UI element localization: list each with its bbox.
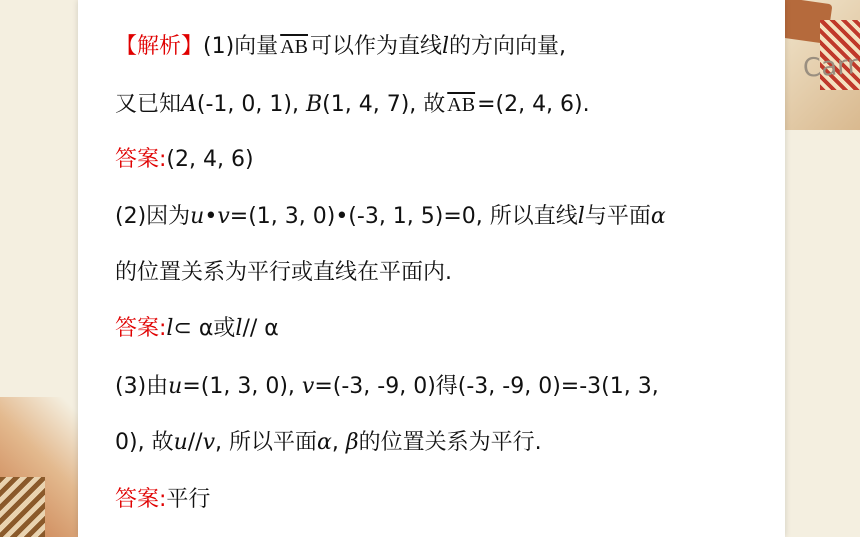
- vector-v: v: [202, 430, 216, 455]
- vector-v: v: [217, 204, 230, 229]
- plane-beta: β: [345, 430, 359, 455]
- decorative-patch-striped: [0, 477, 45, 537]
- solution-line-6: [115, 429, 542, 457]
- variable-l: l: [577, 204, 585, 229]
- text: 的方向向量,: [449, 34, 567, 59]
- text: 的位置关系为平行或直线在平面内.: [115, 260, 452, 285]
- vector-ab: $\overline{AB}$: [280, 36, 308, 58]
- text: ⊂ α或: [173, 316, 236, 341]
- solution-line-1: [115, 33, 566, 61]
- variable-l: l: [235, 316, 243, 341]
- text: =(1, 3, 0)•(-3, 1, 5)=0, 所以直线: [229, 204, 578, 229]
- variable-l: l: [166, 316, 174, 341]
- answer-value: (2, 4, 6): [166, 147, 254, 172]
- text: 的位置关系为平行.: [358, 430, 542, 455]
- answer-label: 答案:: [115, 487, 167, 512]
- variable-l: l: [442, 34, 450, 59]
- vector-u: u: [190, 204, 205, 229]
- text: 与平面: [584, 204, 651, 229]
- answer-line-1: [115, 146, 254, 174]
- solution-line-3: [115, 203, 666, 231]
- answer-value: 平行: [166, 487, 211, 512]
- point-b: B: [305, 92, 323, 117]
- vector-u: u: [168, 374, 183, 399]
- solution-line-2: [115, 91, 590, 119]
- text: =(-3, -9, 0)得(-3, -9, 0)=-3(1, 3,: [314, 374, 659, 399]
- vector-u: u: [173, 430, 188, 455]
- text: (2)因为: [115, 204, 191, 229]
- vector-v: v: [301, 374, 315, 399]
- point-a: A: [181, 92, 197, 117]
- text: •: [204, 204, 218, 229]
- answer-label: 答案:: [115, 147, 167, 172]
- text: 又已知: [115, 92, 182, 117]
- text: (1, 4, 7), 故: [322, 92, 446, 117]
- text: (3)由: [115, 374, 169, 399]
- analysis-tag: 【解析】: [115, 34, 204, 59]
- text: 0), 故: [115, 430, 174, 455]
- plane-alpha: α: [317, 430, 332, 455]
- text: =(1, 3, 0),: [182, 374, 302, 399]
- text: // α: [242, 316, 279, 341]
- plane-alpha: α: [650, 204, 666, 229]
- text: 可以作为直线: [309, 34, 442, 59]
- answer-label: 答案:: [115, 316, 167, 341]
- text: (1)向量: [203, 34, 279, 59]
- vector-ab: $\overline{AB}$: [447, 94, 476, 116]
- text: //: [187, 430, 203, 455]
- text: =(2, 4, 6).: [477, 92, 590, 117]
- solution-line-5: [115, 373, 659, 401]
- answer-line-2: [115, 315, 279, 343]
- solution-line-4: [115, 259, 452, 287]
- text: ,: [331, 430, 346, 455]
- answer-line-3: [115, 486, 210, 514]
- text: , 所以平面: [215, 430, 318, 455]
- text: (-1, 0, 1),: [196, 92, 306, 117]
- decorative-text: Carr: [802, 50, 859, 84]
